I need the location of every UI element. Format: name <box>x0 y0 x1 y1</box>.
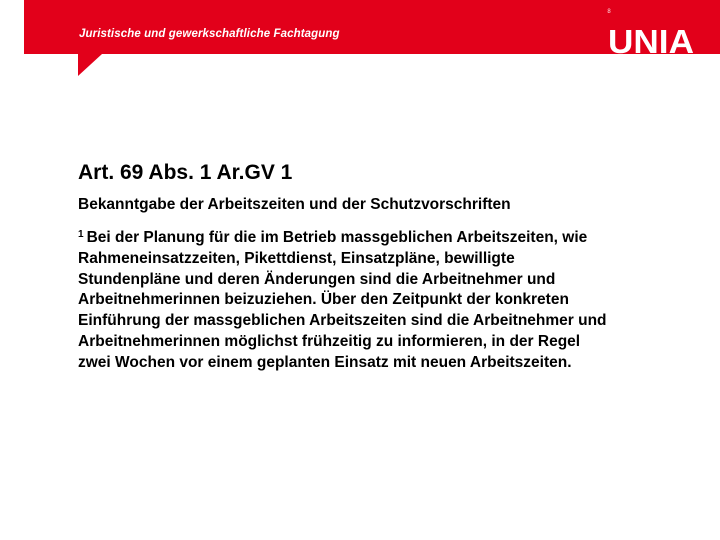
paragraph-line <box>78 225 698 249</box>
paragraph-line: Arbeitnehmerinnen möglichst frühzeitig zu informieren, in der Regel <box>78 332 581 350</box>
paragraph-line: zwei Wochen vor einem geplanten Einsatz mit neuen Arbeitszeiten. <box>78 353 572 371</box>
article-paragraph <box>78 225 698 374</box>
page-number: 8 <box>607 9 611 15</box>
paragraph-line: Einführung der massgeblichen Arbeitszeiten sind die Arbeitnehmer und <box>78 312 607 330</box>
paragraph-line: Stundenpläne und deren Änderungen sind die Arbeitnehmer und <box>78 270 556 288</box>
paragraph-line: Arbeitnehmerinnen beizuziehen. Über den Zeitpunkt der konkreten <box>78 291 569 309</box>
paragraph-line-text: Bei der Planung für die im Betrieb massgeblichen Arbeitszeiten, wie <box>86 229 588 246</box>
unia-logo <box>608 20 696 58</box>
event-title: Juristische und gewerkschaftliche Fachtagung <box>79 28 340 40</box>
article-subheading: Bekanntgabe der Arbeitszeiten und der Schutzvorschriften <box>78 196 511 213</box>
paragraph-line: Rahmeneinsatzzeiten, Pikettdienst, Einsatzpläne, bewilligte <box>78 249 515 267</box>
logo-text: UNIA <box>608 23 694 58</box>
article-heading: Art. 69 Abs. 1 Ar.GV 1 <box>78 161 293 184</box>
paragraph-marker: 1 <box>78 229 84 240</box>
banner-corner-tab <box>78 54 102 76</box>
